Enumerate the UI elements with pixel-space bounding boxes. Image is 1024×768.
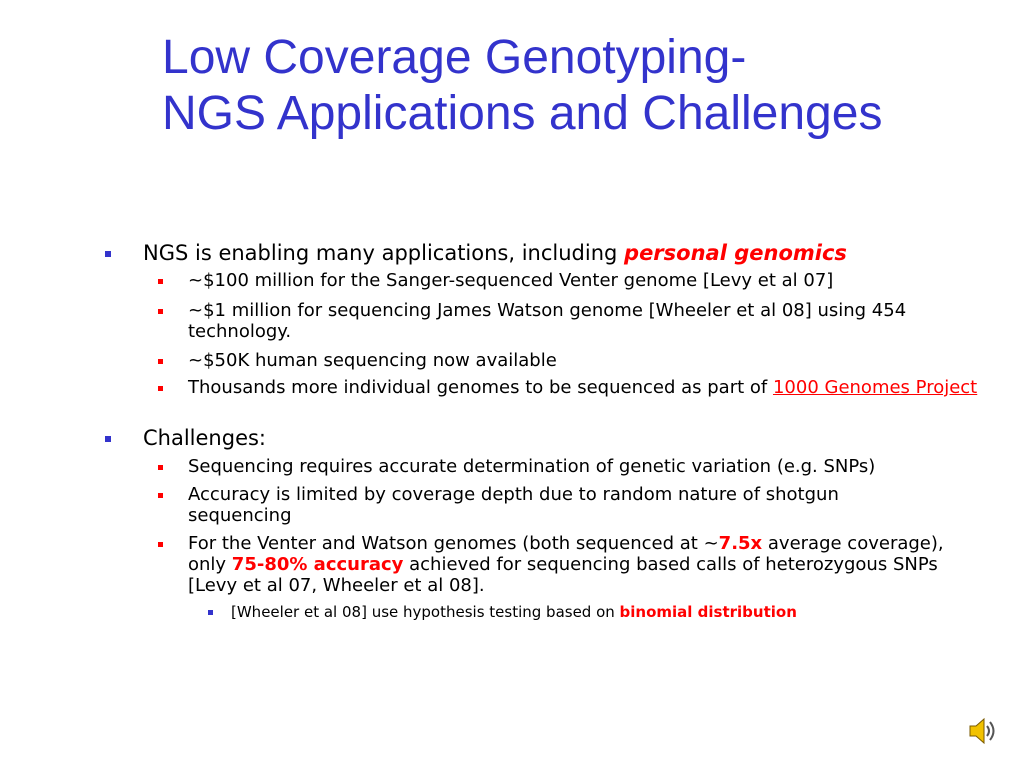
sub-bullet-venter-text: ~$100 million for the Sanger-sequenced Venter genome [Levy et al 07] (188, 270, 834, 291)
bullet-square-icon (208, 610, 213, 615)
bullet-square-icon (158, 359, 163, 364)
accuracy-text-e: achieved for sequencing based calls of heterozygous SNPs [Levy et al 07, Wheeler et al 08]. (188, 554, 938, 596)
sub-bullet-50k-sequencing (188, 350, 1003, 371)
speaker-icon[interactable] (966, 713, 1002, 749)
binomial-text-a: [Wheeler et al 08] use hypothesis testing based on (231, 603, 620, 621)
accuracy-text-c: average coverage), only (188, 533, 944, 575)
bullet-square-icon (158, 279, 163, 284)
1000-genomes-project-link[interactable]: 1000 Genomes Project (772, 377, 978, 398)
bullet-square-icon (158, 309, 163, 314)
bullet-challenges-text: Challenges: (143, 426, 267, 450)
bullet-ngs-text: NGS is enabling many applications, including (143, 241, 625, 265)
bullet-square-icon (158, 386, 163, 391)
accuracy-75-80-highlight: 75-80% accuracy (231, 554, 404, 575)
sub-bullet-variation-text: Sequencing requires accurate determination of genetic variation (e.g. SNPs) (188, 456, 876, 477)
sub-bullet-watson-text: ~$1 million for sequencing James Watson genome [Wheeler et al 08] using 454 technology. (188, 300, 907, 342)
sub-sub-bullet-binomial (231, 603, 1011, 621)
bullet-ngs-applications (143, 241, 1003, 265)
sub-bullet-1000-genomes-text: Thousands more individual genomes to be sequenced as part of (188, 377, 773, 398)
sub-bullet-1000-genomes (188, 377, 1003, 398)
sub-bullet-variation (188, 456, 1003, 477)
sub-bullet-coverage-text: Accuracy is limited by coverage depth due to random nature of shotgun sequencing (188, 484, 839, 526)
sub-bullet-coverage-depth (188, 484, 918, 526)
sub-bullet-venter-cost (188, 270, 1003, 291)
sub-bullet-50k-text: ~$50K human sequencing now available (188, 350, 557, 371)
bullet-square-icon (158, 493, 163, 498)
bullet-square-icon (105, 436, 111, 442)
accuracy-text-a: For the Venter and Watson genomes (both sequenced at ~ (188, 533, 719, 554)
bullet-challenges (143, 426, 1003, 450)
sub-bullet-watson-cost (188, 300, 1003, 342)
bullet-square-icon (158, 542, 163, 547)
title-line-2: NGS Applications and Challenges (162, 87, 883, 140)
bullet-square-icon (105, 251, 111, 257)
personal-genomics-highlight: personal genomics (624, 241, 847, 265)
bullet-square-icon (158, 465, 163, 470)
title-line-1: Low Coverage Genotyping- (162, 31, 747, 84)
sub-bullet-accuracy (188, 533, 958, 596)
coverage-7-5x-highlight: 7.5x (718, 533, 763, 554)
binomial-distribution-highlight: binomial distribution (619, 603, 797, 621)
